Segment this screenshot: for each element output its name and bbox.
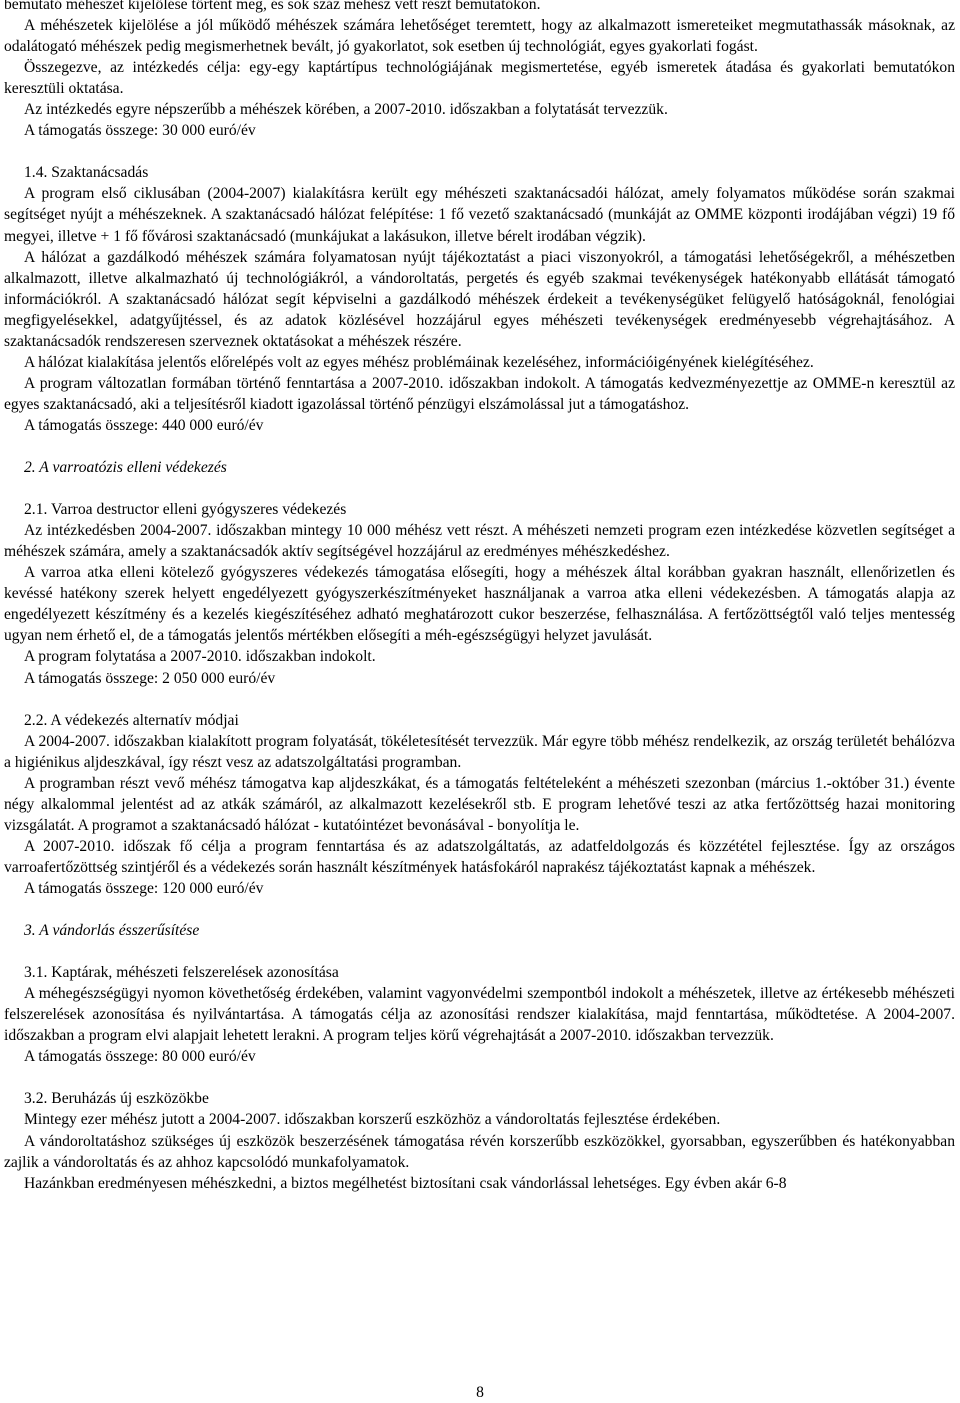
section-heading: 3.2. Beruházás új eszközökbe	[24, 1090, 209, 1108]
paragraph: A 2004-2007. időszakban kialakított program folyatását, tökéletesítését tervezzük. Már egyre több méhész rendelkezik, az ország területét behálózva a higiénikus aljdeszkával, így részt vesz az adatszolgáltatási programban.	[4, 732, 955, 771]
paragraph: A program első ciklusában (2004-2007) kialakításra került egy méhészeti szaktanácsadói hálózat, amely folyamatos működése során szakmai segítséget nyújt a méhészeknek. A szaktanácsadó hálózat felépítése: 1 fő vezető szaktanácsadó (munkáját az OMME központi irodájában végzi) 19 fő megyei, illetve + 1 fő fővárosi szaktanácsadó (munkájukat a lakásukon, illetve bérelt irodában végzik).	[4, 185, 955, 245]
paragraph: A program folytatása a 2007-2010. időszakban indokolt.	[24, 648, 376, 666]
paragraph: A hálózat a gazdálkodó méhészek számára folyamatosan nyújt tájékoztatást a piaci viszonyokról, a támogatási lehetőségekről, a méhészetben alkalmazott, illetve alkalmazható új technológiákról, a vándoroltatás, pergetés és egyéb szakmai tevékenységek hatékonyabb ellátását támogató információkról. A szaktanácsadó hálózat segít képviselni a gazdálkodó méhészek érdekeit a tevékenységüket felügyelő hatóságoknál, fenológiai megfigyelésekkel, adatgyűjtéssel, és az adatok közlésével hozzájárul egyes méhészeti tevékenységek eredményesebb végrehajtásához. A szaktanácsadók rendszeresen szerveznek oktatásokat a méhészek részére.	[4, 248, 955, 350]
blank-line	[4, 1067, 955, 1088]
paragraph: A programban részt vevő méhész támogatva kap aljdeszkákat, és a támogatás feltételeként a méhészeti szezonban (március 1.-október 31.) évente négy alkalommal jelentést ad az atkák számáról, az alkalmazott kezelésekről stb. E program lehetővé teszi az atka fertőzöttség hazai monitoring vizsgálatát. A programot a szaktanácsadó hálózat - kutatóintézet bevonásával - bonyolítja le.	[4, 774, 955, 834]
section-heading: 2.1. Varroa destructor elleni gyógyszeres védekezés	[24, 501, 347, 519]
paragraph: A varroa atka elleni kötelező gyógyszeres védekezés támogatása elősegíti, hogy a méhészek által korábban gyakran használt, ellenőrizetlen és kevéssé hatékony szerek helyett engedélyezett gyógyszerkészítményeket használjanak a varroa atka elleni védekezésben. A támogatás alapja az engedélyezett készítmény és a kezelés kiegészítéséhez adható meghatározott cukor beszerzése, felhasználása. A fertőzöttségtől való teljes mentesség ugyan nem érhető el, de a támogatás jelentős mértékben elősegíti a méh-egészségügyi helyzet javulását.	[4, 564, 955, 645]
paragraph: A hálózat kialakítása jelentős előrelépés volt az egyes méhész problémáinak kezeléséhez, információigényének kielégítéséhez.	[24, 353, 814, 371]
section-heading: 3.1. Kaptárak, méhészeti felszerelések azonosítása	[24, 964, 339, 982]
blank-line	[4, 941, 955, 962]
blank-line	[4, 899, 955, 920]
paragraph: Az intézkedés egyre népszerűbb a méhészek körében, a 2007-2010. időszakban a folytatását tervezzük.	[24, 101, 668, 119]
paragraph: A támogatás összege: 440 000 euró/év	[24, 416, 264, 434]
section-heading: 2.2. A védekezés alternatív módjai	[24, 711, 239, 729]
chapter-heading: 2. A varroatózis elleni védekezés	[24, 459, 227, 477]
paragraph: A 2007-2010. időszak fő célja a program fenntartása és az adatszolgáltatás, az adatfeldolgozás és közzététel fejlesztése. Így az országos varroafertőzöttség szintjéről és a védekezés során használt készítmények hatásfokáról naprakész tájékoztatást kapnak a méhészek.	[4, 837, 955, 876]
paragraph: Összegezve, az intézkedés célja: egy-egy kaptártípus technológiájának megismertetése, egyéb ismeretek átadása és gyakorlati bemutatókon keresztüli oktatása.	[4, 59, 955, 98]
paragraph: Mintegy ezer méhész jutott a 2004-2007. időszakban korszerű eszközhöz a vándoroltatás fejlesztése érdekében.	[24, 1111, 721, 1129]
blank-line	[4, 141, 955, 162]
paragraph: A támogatás összege: 30 000 euró/év	[24, 122, 256, 140]
paragraph: bemutató méhészet kijelölése történt meg, és sok száz méhész vett részt bemutatókon.	[4, 0, 541, 13]
paragraph: A támogatás összege: 2 050 000 euró/év	[24, 669, 276, 687]
paragraph: A méhészetek kijelölése a jól működő méhészek számára lehetőséget teremtett, hogy az alkalmazott ismereteiket megmutathassák másoknak, az odalátogató méhészek pedig megismerhetnek bevált, jó gyakorlatot, sok esetben új technológiát, egyes gyakorlati fogást.	[4, 17, 955, 56]
blank-line	[4, 689, 955, 710]
paragraph: A méhegészségügyi nyomon követhetőség érdekében, valamint vagyonvédelmi szempontból indokolt a méhészetek, illetve az értékesebb méhészeti felszerelések azonosítása és nyilvántartása. A támogatás célja az azonosítási rendszer kialakítása, majd fenntartása, működtetése. A 2004-2007. időszakban a program elvi alapjait lehetett lerakni. A program teljes körű végrehajtását a 2007-2010. időszakban tervezzük.	[4, 985, 955, 1045]
paragraph: A támogatás összege: 80 000 euró/év	[24, 1048, 256, 1066]
blank-line	[4, 436, 955, 457]
chapter-heading: 3. A vándorlás ésszerűsítése	[24, 922, 200, 940]
blank-line	[4, 478, 955, 499]
paragraph: A vándoroltatáshoz szükséges új eszközök beszerzésének támogatása révén korszerűbb eszközökkel, gyorsabban, egyszerűbben és hatékonyabban zajlik a vándoroltatás és az ahhoz kapcsolódó munkafolyamatok.	[4, 1132, 955, 1171]
paragraph: A támogatás összege: 120 000 euró/év	[24, 879, 264, 897]
section-heading: 1.4. Szaktanácsadás	[24, 164, 149, 182]
paragraph: Az intézkedésben 2004-2007. időszakban mintegy 10 000 méhész vett részt. A méhészeti nemzeti program ezen intézkedése közvetlen segítséget a méhészek számára, amely a szaktanácsadók aktív segítségével hozzájárul az eredményes méhészkedéshez.	[4, 522, 955, 561]
document-body	[4, 0, 955, 1194]
page-number: 8	[476, 1384, 484, 1401]
paragraph: Hazánkban eredményesen méhészkedni, a biztos megélhetést biztosítani csak vándorlással lehetséges. Egy évben akár 6-8	[24, 1174, 787, 1192]
paragraph: A program változatlan formában történő fenntartása a 2007-2010. időszakban indokolt. A támogatás kedvezményezettje az OMME-n keresztül az egyes szaktanácsadó, aki a teljesítésről kiadott igazolással történő pénzügyi elszámolással jut a támogatáshoz.	[4, 374, 955, 413]
